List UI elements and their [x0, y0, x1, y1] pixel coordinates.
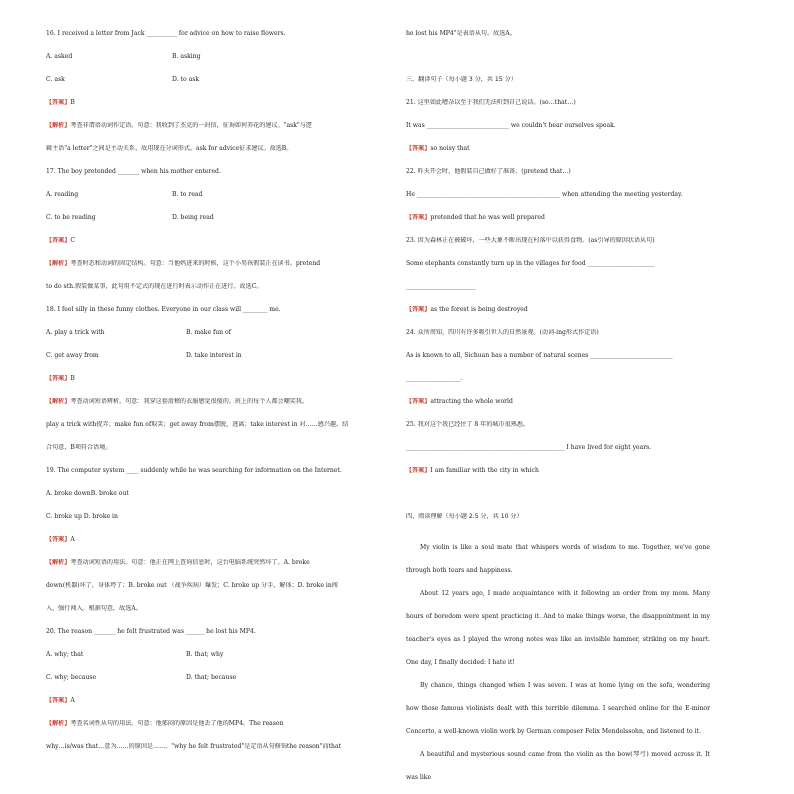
- answer-label: 【答案】: [406, 398, 431, 405]
- answer-label: 【答案】: [406, 467, 431, 474]
- option-a: A. reading: [46, 191, 79, 198]
- analysis-label: 【解析】: [46, 559, 71, 566]
- option-b: B. asking: [172, 53, 201, 60]
- answer-text: I am familiar with the city in which: [430, 467, 539, 474]
- text-line: to do sth.假装做某事，此句用不定式的现在进行时表示动作正在进行。故选C。: [46, 283, 263, 290]
- text-line: ____________________________________________________ I have lived for eight years.: [406, 444, 652, 451]
- reading-paragraph: My violin is like a soul mate that whispers words of wisdom to me. Together, we've gone through both tears and happiness.: [406, 544, 710, 574]
- answer-line: [46, 99, 366, 122]
- option-row: [46, 674, 366, 697]
- text-line: Some elephants constantly turn up in the villages for food ______________________: [406, 260, 655, 267]
- option-b: D. to ask: [172, 76, 200, 83]
- reading-paragraph: By chance, things changed when I was seven. I was at home lying on the sofa, wondering how those famous violinists dealt with this terrible dilemma. I searched online for the E-minor Concerto, a well-known violin work by German composer Felix Mendelssohn, and listened to it.: [406, 682, 710, 735]
- answer-line: [46, 375, 366, 398]
- text-line: 23. 因为森林正在被破坏，一些大象不断出现在村落中以获得食物。(as引导的原因状语从句): [406, 237, 655, 244]
- answer-text: as the forest is being destroyed: [430, 306, 528, 313]
- answer-line: [406, 145, 710, 168]
- option-a: C. to be reading: [46, 214, 96, 221]
- option-a: C. ask: [46, 76, 65, 83]
- analysis-label: 【解析】: [46, 720, 71, 727]
- answer-label: 【答案】: [46, 697, 71, 704]
- reading-paragraph: About 12 years ago, I made acquaintance with it following an order from my mom. Many hours of boredom were spent practicing it. And to make things worse, the disappointment in my teacher's eyes as I played the wrong notes was like an invisible hammer, striking on my heart. One day, I finally decided: I hate it!: [406, 590, 710, 666]
- left-column: [46, 30, 366, 766]
- text-line: 合句意，B项符合语境。: [46, 444, 112, 451]
- answer-text: B: [70, 99, 75, 106]
- reading-paragraph: A beautiful and mysterious sound came from the violin as the bow(琴弓) moved across it. It was like: [406, 751, 710, 781]
- text-line: 25. 我对这个我已经住了 8 年的城市很熟悉。: [406, 421, 529, 428]
- analysis-line: [46, 398, 366, 421]
- answer-label: 【答案】: [46, 375, 71, 382]
- text-line: 16. I received a letter from Jack __________ for advice on how to raise flowers.: [46, 30, 286, 37]
- text-line: 18. I feel silly in these funny clothes. Everyone in our class will ________ me.: [46, 306, 281, 313]
- right-column: [406, 30, 710, 789]
- option-row: [46, 352, 366, 375]
- analysis-label: 【解析】: [46, 260, 71, 267]
- option-row: [46, 53, 366, 76]
- answer-text: A: [70, 697, 75, 704]
- text-line: why…is/was that…意为……的原因是……。"why he felt frustrated"是定语从句修饰the reason"而that: [46, 743, 342, 750]
- answer-text: so noisy that: [430, 145, 470, 152]
- text-line: play a trick with捉弄；make fun of取笑；get away from摆脱，逃离；take interest in 对……感兴趣。结: [46, 421, 349, 428]
- text-line: he lost his MP4"是表语从句。故选A。: [406, 30, 516, 37]
- analysis-line: [46, 559, 366, 582]
- option-b: D. that; because: [186, 674, 237, 681]
- option-row: [46, 214, 366, 237]
- text-line: 入，强行闯入。根据句意，故选A。: [46, 605, 142, 612]
- option-a: C. get away from: [46, 352, 99, 359]
- answer-line: [406, 214, 710, 237]
- answer-text: C: [70, 237, 76, 244]
- analysis-text: 考查动词短语的用法。句意：他正在网上查询信息时，这台电脑系统突然坏了。A. broke: [70, 559, 310, 566]
- option-b: D. being read: [172, 214, 214, 221]
- text-line: [406, 490, 710, 513]
- answer-line: [46, 697, 366, 720]
- option-row: [46, 651, 366, 674]
- analysis-text: 考查名词性从句的用法。句意：他郁闷的原因是他丢了他的MP4。The reason: [70, 720, 284, 727]
- text-line: 20. The reason _______ he felt frustrated was ______ he lost his MP4.: [46, 628, 256, 635]
- text-line: C. broke up D. broke in: [46, 513, 118, 520]
- text-line: __________________.: [406, 375, 463, 382]
- analysis-text: 考查非谓语动词作定语。句意：我收到了杰克的一封信，征询如何养花的建议。"ask"与逻: [70, 122, 312, 129]
- analysis-label: 【解析】: [46, 398, 71, 405]
- text-line: He _______________________________________________ when attending the meeting yesterday.: [406, 191, 683, 198]
- option-b: D. take interest in: [186, 352, 242, 359]
- answer-label: 【答案】: [46, 99, 71, 106]
- analysis-label: 【解析】: [46, 122, 71, 129]
- text-line: 21. 这里如此嘈杂以至于我们无法听到自己说话。(so…that…): [406, 99, 576, 106]
- answer-text: pretended that he was well prepared: [430, 214, 545, 221]
- option-b: B. to read: [172, 191, 203, 198]
- answer-label: 【答案】: [46, 536, 71, 543]
- option-a: C. why; because: [46, 674, 97, 681]
- option-a: A. asked: [46, 53, 73, 60]
- option-a: A. why; that: [46, 651, 84, 658]
- text-line: As is known to all, Sichuan has a number of natural scenes ___________________________: [406, 352, 673, 359]
- answer-line: [46, 536, 366, 559]
- answer-text: A: [70, 536, 75, 543]
- option-b: B. make fun of: [186, 329, 231, 336]
- analysis-text: 考查时态和动词的固定结构。句意：当他妈进来的时候，这个小男孩假装正在读书。pretend: [70, 260, 321, 267]
- option-row: [46, 76, 366, 99]
- analysis-text: 考查动词短语辨析。句意：我穿这套滑稽的衣服感觉很傻的。班上的每个人都会嘲笑我。: [70, 398, 309, 405]
- text-line: 17. The boy pretended _______ when his mother entered.: [46, 168, 221, 175]
- answer-line: [406, 467, 710, 490]
- answer-text: attracting the whole world: [430, 398, 513, 405]
- analysis-line: [46, 260, 366, 283]
- answer-label: 【答案】: [406, 214, 431, 221]
- text-line: It was ___________________________ we couldn't hear ourselves speak.: [406, 122, 616, 129]
- text-line: [406, 53, 710, 76]
- answer-line: [406, 398, 710, 421]
- option-a: A. play a trick with: [46, 329, 105, 336]
- answer-line: [406, 306, 710, 329]
- text-line: down(机器)坏了，身体垮了；B. broke out （战争疾病）爆发；C. broke up 分手，解体；D. broke in闯: [46, 582, 338, 589]
- option-row: [46, 329, 366, 352]
- text-line: A. broke downB. broke out: [46, 490, 129, 497]
- answer-label: 【答案】: [406, 306, 431, 313]
- text-line: 22. 昨天开会时，他假装自己做好了准备。(pretend that…): [406, 168, 571, 175]
- text-line: 辑主语"a letter"之间是主动关系，故用现在分词形式。ask for advice征求建议。故选B。: [46, 145, 293, 152]
- analysis-line: [46, 720, 366, 743]
- answer-line: [46, 237, 366, 260]
- answer-label: 【答案】: [46, 237, 71, 244]
- option-b: B. that; why: [186, 651, 224, 658]
- analysis-line: [46, 122, 366, 145]
- option-row: [46, 191, 366, 214]
- text-line: 24. 众所周知，四川有许多吸引世人的自然景观。(动词-ing形式作定语): [406, 329, 599, 336]
- text-line: _______________________: [406, 283, 477, 290]
- answer-text: B: [70, 375, 75, 382]
- answer-label: 【答案】: [406, 145, 431, 152]
- text-line: 19. The computer system ____ suddenly while he was searching for information on the Internet.: [46, 467, 342, 474]
- section-heading: 四、阅读理解（每小题 2.5 分，共 10 分）: [406, 513, 523, 520]
- section-heading: 三、翻译句子（每小题 3 分，共 15 分）: [406, 76, 517, 83]
